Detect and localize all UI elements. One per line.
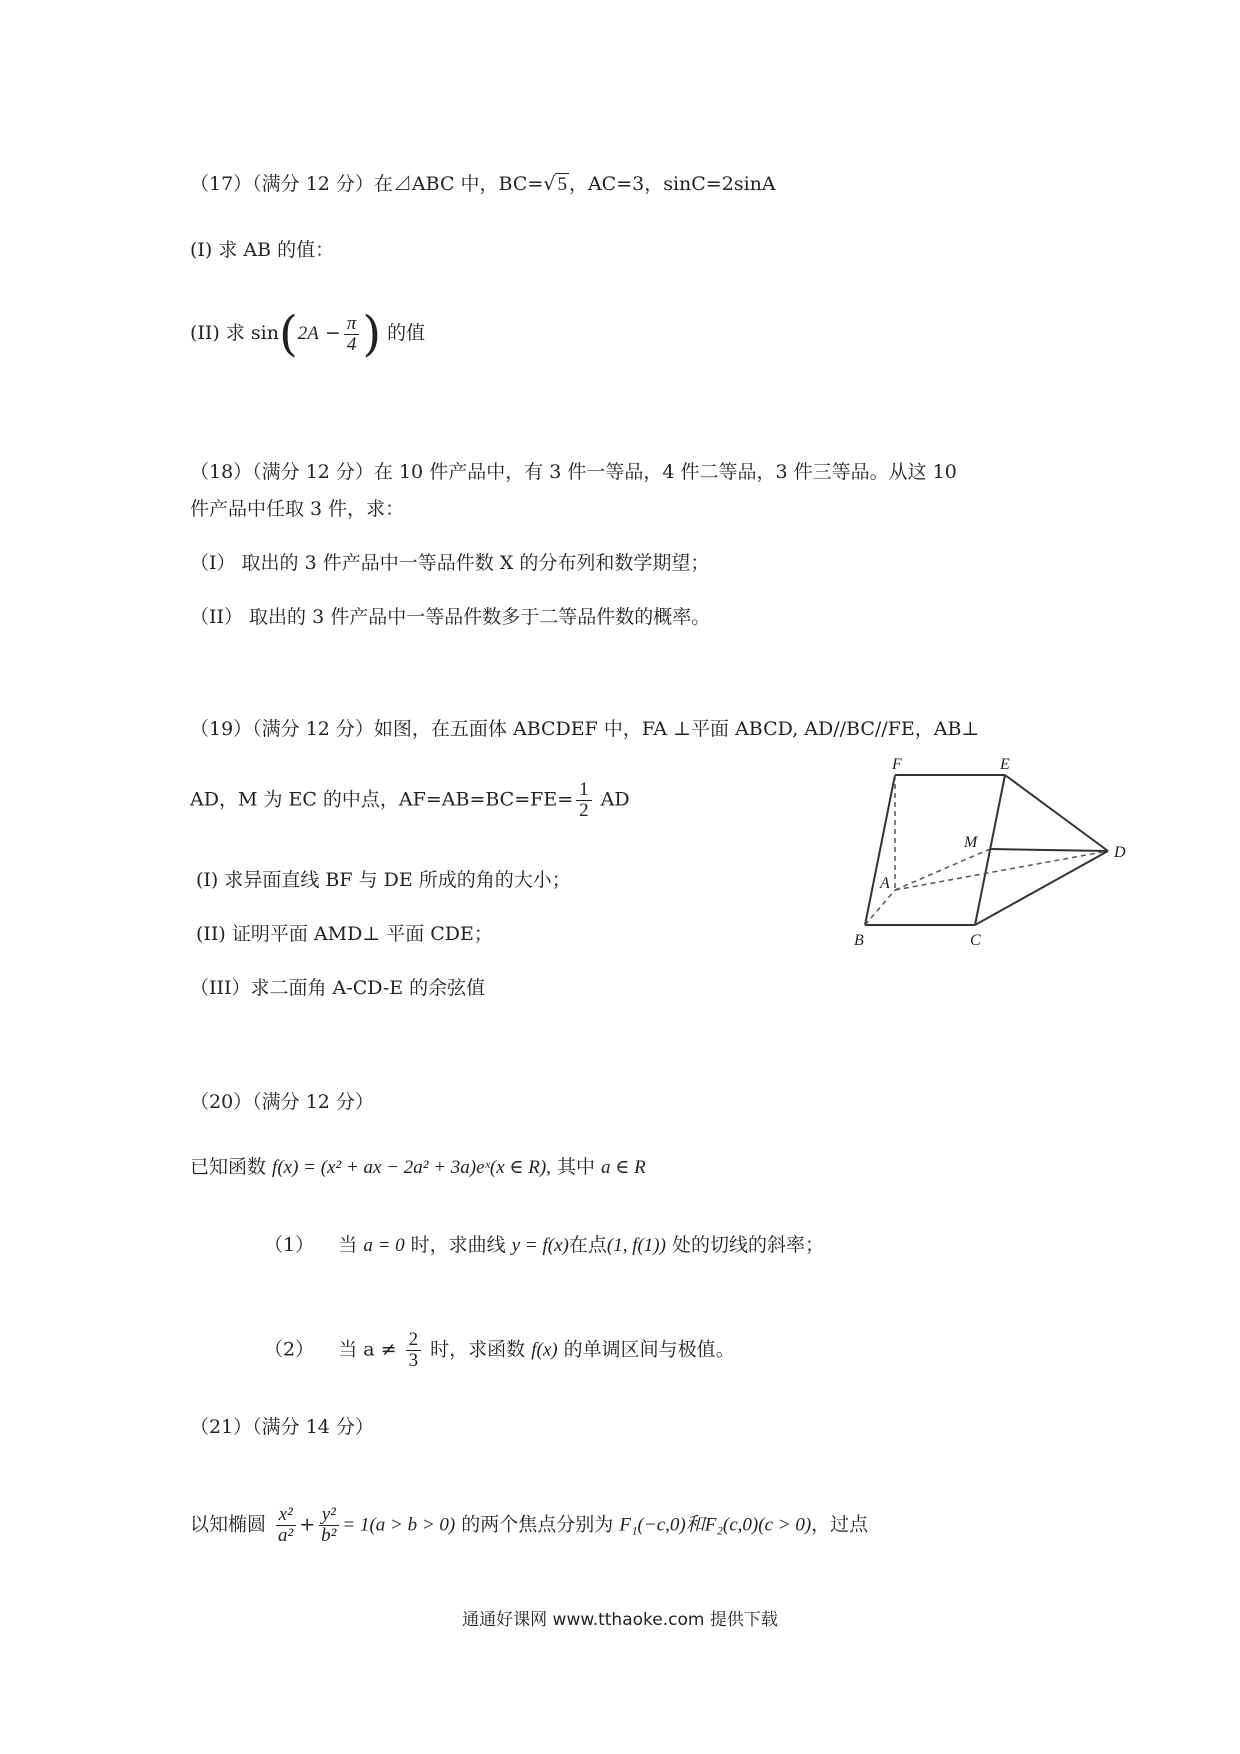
pentahedron-figure <box>830 755 1150 985</box>
label-B: B <box>854 932 864 949</box>
q19-line1: （19）（满分 12 分）如图，在五面体 ABCDEF 中，FA ⊥平面 ABCD, AD//BC//FE，AB⊥ <box>190 718 980 740</box>
q20-header: （20）（满分 12 分） <box>190 1091 374 1113</box>
edge-MD <box>990 849 1108 851</box>
q17-part2-suffix: 的值 <box>387 322 426 344</box>
q21-y-fraction: $\frac{\text{y²}}{\text{b²}}$ <box>318 1505 339 1546</box>
q21-foci: F₁(−c,0)和F₂(c,0)(c > 0) <box>619 1514 812 1536</box>
q17-part2: (II) 求 sin(2A − $\frac{\pi}{4}$ ) 的值 <box>190 306 426 362</box>
label-C: C <box>970 932 981 949</box>
label-E: E <box>1000 756 1010 773</box>
q21-header: （21）（满分 14 分） <box>190 1416 374 1438</box>
sqrt-symbol: √ 5 <box>543 173 567 195</box>
edge-AM-hidden <box>895 849 990 890</box>
q19-line2-post: AD <box>594 788 630 811</box>
edge-FB <box>865 775 895 925</box>
q20-two-thirds: $\frac{2}{3}$ <box>406 1330 422 1371</box>
q17-pi-fraction: $\frac{\pi}{4}$ <box>344 314 360 355</box>
q21-x-fraction: $\frac{\text{x²}}{\text{a²}}$ <box>275 1505 296 1546</box>
q17-header-post: ，AC=3，sinC=2sinA <box>568 173 776 195</box>
q19-part2: (II) 证明平面 AMD⊥ 平面 CDE； <box>196 923 493 945</box>
q17-part2-prefix: (II) 求 sin <box>190 322 279 344</box>
q20-part1: （1） 当 a = 0 时，求曲线 y = f(x)在点(1, f(1)) 处的切线的斜率； <box>264 1234 825 1256</box>
q20-condition: a ∈ R <box>601 1157 646 1178</box>
q21-statement: 以知椭圆 $\frac{\text{x²}}{\text{a²}}$ + $\frac{\text{y²}}{\text{b²}}$ = 1(a > b > 0) 的两个焦点分别为 F₁(−c,0)和F₂(c,0)(c > 0)，过点 <box>190 1504 869 1546</box>
q20-function-formula: f(x) = (x² + ax − 2a² + 3a)eˣ(x ∈ R), <box>272 1157 551 1178</box>
page-footer: 通通好课网 www.tthaoke.com 提供下载 <box>462 1610 778 1630</box>
label-M: M <box>964 834 978 851</box>
q18-line2: 件产品中任取 3 件，求： <box>190 498 405 520</box>
edge-CD <box>975 851 1108 925</box>
label-D: D <box>1114 844 1126 861</box>
q17-part2-inner: 2A <box>297 323 319 344</box>
q19-part3: （III）求二面角 A-CD-E 的余弦值 <box>190 977 486 999</box>
label-F: F <box>892 756 902 773</box>
q18-line1: （18）（满分 12 分）在 10 件产品中，有 3 件一等品，4 件二等品，3 件三等品。从这 10 <box>190 461 957 483</box>
q17-header <box>190 172 776 197</box>
q18-part2: （II） 取出的 3 件产品中一等品件数多于二等品件数的概率。 <box>190 606 711 628</box>
q17-part1: (I) 求 AB 的值： <box>190 239 335 261</box>
edge-ED <box>1005 775 1108 851</box>
q19-line2 <box>190 780 630 821</box>
edge-AD-hidden <box>895 851 1108 890</box>
q20-part2: （2） 当 a ≠ $\frac{2}{3}$ 时，求函数 f(x) 的单调区间与极值。 <box>264 1329 735 1371</box>
q18-part1: （I） 取出的 3 件产品中一等品件数 X 的分布列和数学期望； <box>190 552 710 574</box>
q17-header-pre: （17）（满分 12 分）在⊿ABC 中，BC= <box>190 173 544 195</box>
q19-line2-pre: AD，M 为 EC 的中点，AF=AB=BC=FE= <box>190 788 574 811</box>
label-A: A <box>880 875 890 892</box>
sqrt-arg: 5 <box>557 174 567 195</box>
q19-half-fraction: $\frac{1}{2}$ <box>576 780 592 821</box>
q19-part1: (I) 求异面直线 BF 与 DE 所成的角的大小； <box>196 869 571 891</box>
q20-statement: 已知函数 f(x) = (x² + ax − 2a² + 3a)eˣ(x ∈ R), 其中 a ∈ R <box>190 1156 646 1178</box>
